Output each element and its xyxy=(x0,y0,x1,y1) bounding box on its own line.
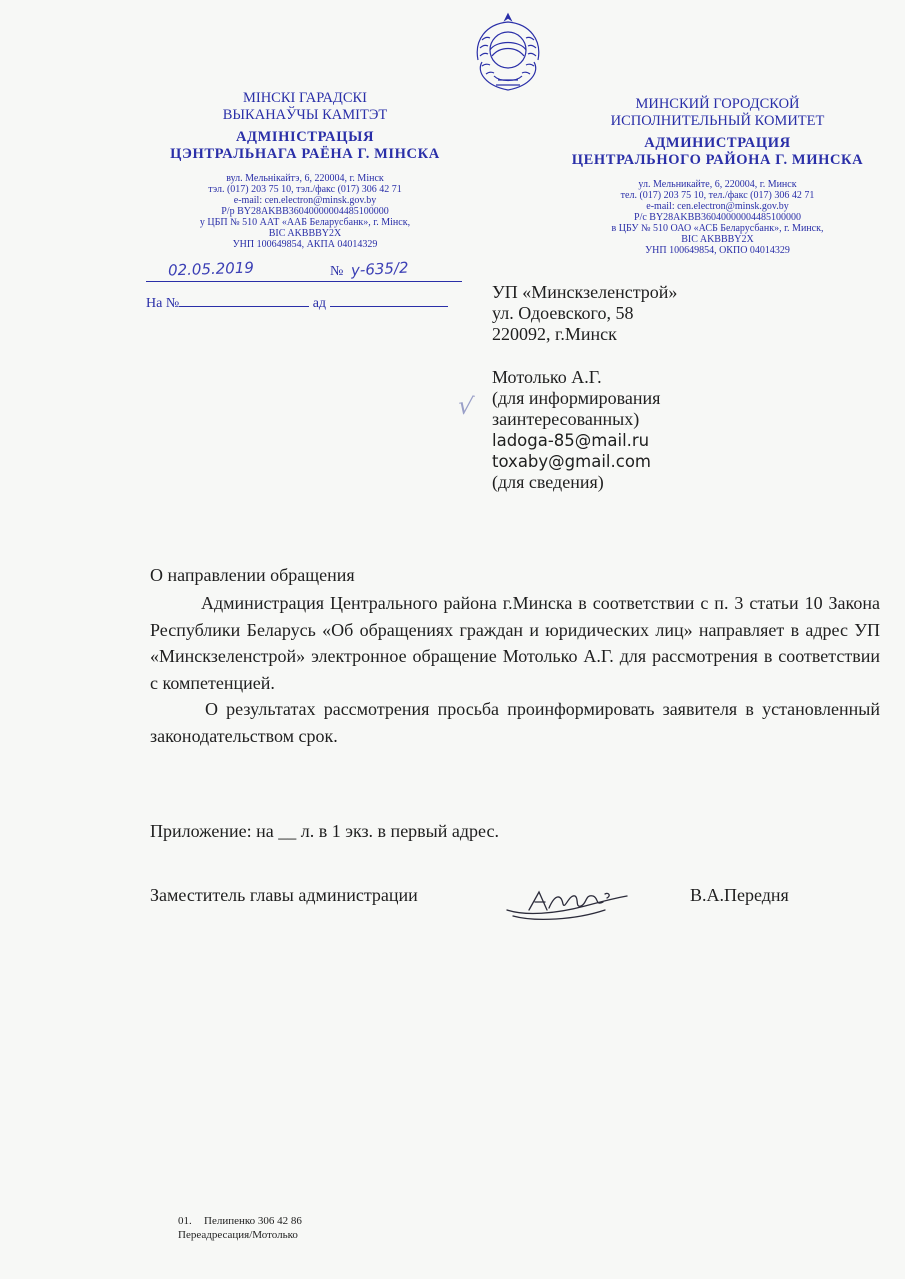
body-paragraph: Администрация Центрального района г.Минска в соответствии с п. 3 статьи 10 Закона Республики Беларусь «Об обращениях граждан и юридических лиц» направляет в адрес УП «Минскзеленстрой» электронное обращение Мотолько А.Г. для рассмотрения в соответствии с компетенцией. xyxy=(150,593,880,693)
org-name-line1: МИНСКИЙ ГОРОДСКОЙ xyxy=(635,96,800,112)
contact-line: у ЦБП № 510 ААТ «ААБ Беларусбанк», г. Мінск, xyxy=(199,217,411,228)
number-label: № xyxy=(330,264,344,279)
recipient-email: ladoga-85@mail.ru xyxy=(492,431,650,450)
contact-line: Р/с BY28AKBB36040000004485100000 xyxy=(634,212,801,223)
header-belarusian xyxy=(130,90,480,250)
admin-name-line2: ЦЭНТРАЛЬНАГА РАЁНА Г. МІНСКА xyxy=(170,146,440,162)
reference-separator: ад xyxy=(312,296,327,311)
contacts-block xyxy=(545,179,890,256)
executor-contact: Пелипенко 306 42 86 xyxy=(204,1215,302,1227)
recipient-note: (для сведения) xyxy=(492,472,604,492)
check-mark-icon: √ xyxy=(456,391,476,421)
footer-note: Переадресация/Мотолько xyxy=(178,1229,298,1241)
header-russian xyxy=(545,96,890,256)
contact-line: тел. (017) 203 75 10, тел./факс (017) 306 42 71 xyxy=(620,190,815,201)
letter-subject: О направлении обращения xyxy=(150,565,355,585)
admin-name-line2: ЦЕНТРАЛЬНОГО РАЙОНА Г. МИНСКА xyxy=(571,152,864,168)
contact-line: Р/р BY28AKBB36040000004485100000 xyxy=(221,206,389,217)
body-paragraph: О результатах рассмотрения просьба проинформировать заявителя в установленный законодательством срок. xyxy=(150,699,880,746)
contact-line: в ЦБУ № 510 ОАО «АСБ Беларусбанк», г. Минск, xyxy=(611,223,824,234)
handwritten-date: 02.05.2019 xyxy=(167,258,255,280)
signatory-name: В.А.Передня xyxy=(690,885,789,905)
reference-label: На № xyxy=(146,296,180,311)
org-name-line2: ВЫКАНАЎЧЫ КАМІТЭТ xyxy=(222,107,388,123)
belarus-emblem-icon xyxy=(468,10,548,96)
letter-body xyxy=(150,590,880,749)
recipient-block xyxy=(492,282,677,493)
handwritten-number: у-635/2 xyxy=(350,258,409,280)
recipient-line: ул. Одоевского, 58 xyxy=(492,303,634,323)
registration-line xyxy=(146,258,462,282)
org-name-line2: ИСПОЛНИТЕЛЬНЫЙ КОМИТЕТ xyxy=(610,113,825,129)
contact-line: e-mail: cen.electron@minsk.gov.by xyxy=(646,201,789,212)
contact-line: BIC AKBBBY2X xyxy=(681,234,754,245)
reference-line xyxy=(146,292,466,312)
recipient-line: (для информирования xyxy=(492,388,661,408)
contact-line: ул. Мельникайте, 6, 220004, г. Минск xyxy=(638,179,797,190)
footer-number: 01. xyxy=(178,1215,192,1227)
reference-blank xyxy=(179,292,309,307)
registration-underline xyxy=(146,281,462,282)
contact-line: тэл. (017) 203 75 10, тэл./факс (017) 306 42 71 xyxy=(208,184,402,195)
recipient-line: 220092, г.Минск xyxy=(492,324,617,344)
contact-line: вул. Мельнікайтэ, 6, 220004, г. Мінск xyxy=(226,173,384,184)
recipient-line: заинтересованных) xyxy=(492,409,640,429)
attachment-line: Приложение: на __ л. в 1 экз. в первый адрес. xyxy=(150,821,499,841)
contact-line: BIC AKBBBY2X xyxy=(268,228,342,239)
recipient-line: УП «Минскзеленстрой» xyxy=(492,282,678,302)
footer-executor xyxy=(178,1214,302,1242)
contact-line: УНП 100649854, АКПА 04014329 xyxy=(232,239,378,250)
contacts-block xyxy=(130,173,480,250)
admin-name-line1: АДМІНІСТРАЦЫЯ xyxy=(235,129,375,145)
org-name-line1: МІНСКІ ГАРАДСКІ xyxy=(242,90,367,106)
contact-line: e-mail: cen.electron@minsk.gov.by xyxy=(233,195,377,206)
reference-date-blank xyxy=(330,292,448,307)
admin-name-line1: АДМИНИСТРАЦИЯ xyxy=(644,135,791,151)
recipient-email: toxaby@gmail.com xyxy=(492,452,651,471)
recipient-line: Мотолько А.Г. xyxy=(492,367,602,387)
signatory-title: Заместитель главы администрации xyxy=(150,885,418,905)
contact-line: УНП 100649854, ОКПО 04014329 xyxy=(645,245,790,256)
handwritten-signature xyxy=(505,880,630,922)
